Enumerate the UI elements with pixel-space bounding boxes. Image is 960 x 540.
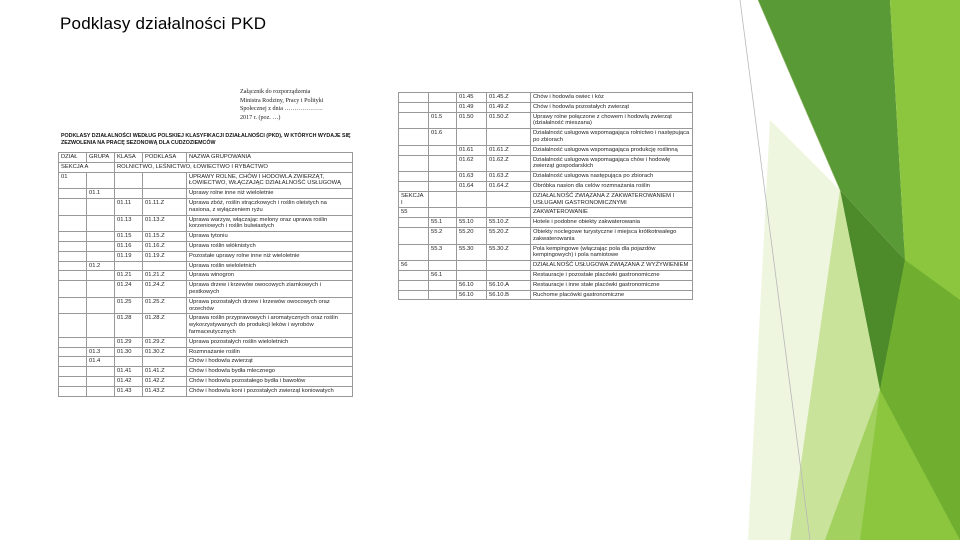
column-header: DZIAŁ	[59, 153, 87, 163]
cell-dzial: SEKCJA I	[399, 191, 429, 208]
table-row	[399, 227, 693, 244]
header-line: 2017 r. (poz. …)	[240, 114, 281, 121]
cell-dzial	[399, 112, 429, 129]
table-row	[399, 172, 693, 182]
cell-nazwa: Uprawa pozostałych drzew i krzewów owocowych oraz orzechów	[187, 297, 353, 314]
column-header: PODKLASA	[143, 153, 187, 163]
cell-dzial	[399, 270, 429, 280]
cell-dzial	[59, 241, 87, 251]
cell-grupa: 01.3	[87, 347, 115, 357]
cell-nazwa: Hotele i podobne obiekty zakwaterowania	[531, 218, 693, 228]
cell-podklasa: 01.49.Z	[487, 102, 531, 112]
cell-dzial	[59, 376, 87, 386]
cell-klasa: 55.30	[457, 244, 487, 261]
cell-grupa	[87, 376, 115, 386]
cell-nazwa: Uprawa roślin przyprawowych i aromatycznych oraz roślin wykorzystywanych do produkcji leków i wyrobów farmaceutycznych	[187, 314, 353, 337]
cell-podklasa: 01.15.Z	[143, 232, 187, 242]
table-row	[399, 270, 693, 280]
cell-podklasa: 55.10.Z	[487, 218, 531, 228]
cell-klasa: 01.29	[115, 337, 143, 347]
cell-klasa	[457, 261, 487, 271]
cell-grupa	[429, 145, 457, 155]
pkd-table-2	[398, 92, 693, 300]
table-row	[59, 232, 353, 242]
cell-klasa: 56.10	[457, 280, 487, 290]
cell-podklasa	[143, 172, 187, 189]
cell-grupa	[429, 208, 457, 218]
cell-klasa	[115, 172, 143, 189]
cell-grupa	[429, 191, 457, 208]
cell-grupa	[87, 281, 115, 298]
cell-grupa	[87, 232, 115, 242]
table-row	[59, 241, 353, 251]
cell-klasa: 01.16	[115, 241, 143, 251]
cell-nazwa: Chów i hodowla koni i pozostałych zwierząt koniowatych	[187, 386, 353, 396]
cell-dzial	[399, 244, 429, 261]
cell-grupa: 56.1	[429, 270, 457, 280]
cell-grupa	[429, 181, 457, 191]
table-row	[59, 261, 353, 271]
cell-podklasa: 01.41.Z	[143, 367, 187, 377]
cell-grupa	[429, 172, 457, 182]
cell-klasa: 01.21	[115, 271, 143, 281]
cell-grupa	[87, 172, 115, 189]
cell-nazwa: UPRAWY ROLNE, CHÓW I HODOWLA ZWIERZĄT, ŁOWIECTWO, WŁĄCZAJĄC DZIAŁALNOŚĆ USŁUGOWĄ	[187, 172, 353, 189]
cell-grupa	[429, 102, 457, 112]
table-row	[399, 208, 693, 218]
cell-podklasa: 01.42.Z	[143, 376, 187, 386]
cell-nazwa: Chów i hodowla zwierząt	[187, 357, 353, 367]
table-row	[399, 280, 693, 290]
cell-dzial	[59, 281, 87, 298]
cell-dzial	[59, 232, 87, 242]
cell-klasa	[457, 191, 487, 208]
cell-podklasa	[143, 357, 187, 367]
table-row	[59, 215, 353, 232]
cell-grupa	[87, 297, 115, 314]
column-header: NAZWA GRUPOWANIA	[187, 153, 353, 163]
cell-podklasa: 01.64.Z	[487, 181, 531, 191]
cell-klasa: 01.45	[457, 93, 487, 103]
cell-grupa	[429, 155, 457, 172]
table-row	[59, 386, 353, 396]
table-row	[399, 129, 693, 146]
cell-nazwa: DZIAŁALNOŚĆ USŁUGOWA ZWIĄZANA Z WYŻYWIENIEM	[531, 261, 693, 271]
cell-nazwa: Obróbka nasion dla celów rozmnażania roślin	[531, 181, 693, 191]
cell-nazwa: Działalność usługowa wspomagająca produkcję roślinną	[531, 145, 693, 155]
cell-dzial	[59, 357, 87, 367]
table-row	[399, 155, 693, 172]
cell-podklasa: 01.29.Z	[143, 337, 187, 347]
cell-klasa	[115, 189, 143, 199]
cell-podklasa: 01.30.Z	[143, 347, 187, 357]
cell-podklasa: 01.28.Z	[143, 314, 187, 337]
cell-grupa	[429, 290, 457, 300]
cell-dzial	[59, 261, 87, 271]
cell-podklasa: 55.30.Z	[487, 244, 531, 261]
cell-dzial	[399, 129, 429, 146]
cell-dzial	[399, 280, 429, 290]
table-row	[399, 112, 693, 129]
cell-nazwa: Uprawa warzyw, włączając melony oraz uprawa roślin korzeniowych i roślin bulwiastych	[187, 215, 353, 232]
cell-dzial	[59, 314, 87, 337]
cell-nazwa: Uprawy rolne połączone z chowem i hodowlą zwierząt (działalność mieszana)	[531, 112, 693, 129]
cell-grupa	[87, 271, 115, 281]
cell-klasa	[115, 261, 143, 271]
regulation-header	[240, 88, 323, 122]
cell-klasa	[115, 357, 143, 367]
cell-podklasa: 01.21.Z	[143, 271, 187, 281]
cell-nazwa: Uprawa winogron	[187, 271, 353, 281]
cell-podklasa: 01.61.Z	[487, 145, 531, 155]
section-name: ROLNICTWO, LEŚNICTWO, ŁOWIECTWO I RYBACTWO	[115, 162, 353, 172]
cell-dzial	[399, 145, 429, 155]
cell-podklasa: 01.19.Z	[143, 251, 187, 261]
table-row	[399, 93, 693, 103]
cell-podklasa: 01.16.Z	[143, 241, 187, 251]
cell-klasa: 01.63	[457, 172, 487, 182]
cell-grupa	[87, 215, 115, 232]
cell-nazwa: ZAKWATEROWANIE	[531, 208, 693, 218]
cell-klasa: 01.15	[115, 232, 143, 242]
cell-nazwa: Uprawa drzew i krzewów owocowych ziarnkowych i pestkowych	[187, 281, 353, 298]
cell-nazwa: Uprawa pozostałych roślin wieloletnich	[187, 337, 353, 347]
cell-grupa	[429, 261, 457, 271]
table-row	[59, 198, 353, 215]
cell-podklasa	[143, 261, 187, 271]
table-header-row	[59, 153, 353, 163]
cell-podklasa: 01.50.Z	[487, 112, 531, 129]
cell-grupa	[87, 241, 115, 251]
cell-grupa	[429, 280, 457, 290]
table-row	[59, 357, 353, 367]
cell-klasa: 01.41	[115, 367, 143, 377]
cell-podklasa	[143, 189, 187, 199]
table-row	[399, 191, 693, 208]
cell-podklasa: 01.45.Z	[487, 93, 531, 103]
table-row	[399, 102, 693, 112]
cell-klasa: 01.64	[457, 181, 487, 191]
cell-klasa	[457, 208, 487, 218]
cell-grupa: 01.2	[87, 261, 115, 271]
cell-podklasa	[487, 270, 531, 280]
cell-klasa: 01.19	[115, 251, 143, 261]
cell-dzial: 55	[399, 208, 429, 218]
cell-klasa: 01.50	[457, 112, 487, 129]
cell-nazwa: Pola kempingowe (włączając pola dla pojazdów kempingowych) i pola namiotowe	[531, 244, 693, 261]
cell-podklasa	[487, 129, 531, 146]
cell-nazwa: Działalność usługowa wspomagająca rolnictwo i następująca po zbiorach	[531, 129, 693, 146]
cell-nazwa: Restauracje i pozostałe placówki gastronomiczne	[531, 270, 693, 280]
cell-dzial	[59, 297, 87, 314]
cell-dzial: 01	[59, 172, 87, 189]
table-row	[399, 290, 693, 300]
table-row	[59, 337, 353, 347]
green-decoration	[730, 0, 960, 540]
cell-klasa: 01.62	[457, 155, 487, 172]
cell-klasa: 01.28	[115, 314, 143, 337]
cell-dzial	[59, 337, 87, 347]
table-row	[59, 189, 353, 199]
cell-klasa: 01.24	[115, 281, 143, 298]
header-line: Ministra Rodziny, Pracy i Polityki	[240, 97, 324, 104]
cell-dzial	[59, 215, 87, 232]
cell-grupa: 01.5	[429, 112, 457, 129]
cell-nazwa: Restauracje i inne stałe placówki gastronomiczne	[531, 280, 693, 290]
cell-grupa: 01.6	[429, 129, 457, 146]
cell-dzial	[399, 290, 429, 300]
table-row	[59, 251, 353, 261]
cell-nazwa: Chów i hodowla owiec i kóz	[531, 93, 693, 103]
cell-nazwa: Chów i hodowla pozostałego bydła i bawołów	[187, 376, 353, 386]
section-row	[59, 162, 353, 172]
cell-podklasa: 55.20.Z	[487, 227, 531, 244]
table-row	[59, 271, 353, 281]
column-header: GRUPA	[87, 153, 115, 163]
table-row	[59, 172, 353, 189]
table-row	[399, 261, 693, 271]
cell-dzial	[59, 347, 87, 357]
header-line: Społecznej z dnia ……………….	[240, 106, 323, 112]
cell-nazwa: Obiekty noclegowe turystyczne i miejsca krótkotrwałego zakwaterowania	[531, 227, 693, 244]
pkd-table-1	[58, 152, 353, 397]
cell-dzial	[399, 181, 429, 191]
cell-dzial	[59, 386, 87, 396]
cell-nazwa: Uprawa zbóż, roślin strączkowych i roślin oleistych na nasiona, z wyłączeniem ryżu	[187, 198, 353, 215]
cell-dzial	[399, 227, 429, 244]
cell-nazwa: Rozmnażanie roślin	[187, 347, 353, 357]
cell-dzial	[399, 93, 429, 103]
cell-nazwa: Działalność usługowa następująca po zbiorach	[531, 172, 693, 182]
table-row	[399, 218, 693, 228]
cell-nazwa: Działalność usługowa wspomagająca chów i hodowlę zwierząt gospodarskich	[531, 155, 693, 172]
cell-podklasa: 56.10.A	[487, 280, 531, 290]
cell-grupa: 01.4	[87, 357, 115, 367]
cell-grupa	[87, 337, 115, 347]
cell-nazwa: Chów i hodowla pozostałych zwierząt	[531, 102, 693, 112]
cell-podklasa	[487, 208, 531, 218]
table-row	[59, 314, 353, 337]
cell-dzial	[59, 198, 87, 215]
cell-grupa	[87, 386, 115, 396]
table-row	[399, 145, 693, 155]
cell-klasa: 01.11	[115, 198, 143, 215]
cell-dzial: 56	[399, 261, 429, 271]
cell-grupa	[87, 198, 115, 215]
cell-grupa	[87, 314, 115, 337]
cell-nazwa: Ruchome placówki gastronomiczne	[531, 290, 693, 300]
page-title: Podklasy działalności PKD	[60, 14, 267, 33]
cell-podklasa: 01.63.Z	[487, 172, 531, 182]
cell-grupa: 55.3	[429, 244, 457, 261]
cell-dzial	[399, 102, 429, 112]
table-row	[59, 297, 353, 314]
cell-grupa	[429, 93, 457, 103]
cell-klasa: 01.42	[115, 376, 143, 386]
document-section-title: PODKLASY DZIAŁALNOŚCI WEDŁUG POLSKIEJ KLASYFIKACJI DZIAŁALNOŚCI (PKD), W KTÓRYCH WYDAJE SIĘ ZEZWOLENIA NA PRACĘ SEZONOWĄ DLA CUDZOZIEMCÓW	[61, 133, 351, 146]
table-row	[59, 347, 353, 357]
header-line: Załącznik do rozporządzenia	[240, 89, 311, 95]
cell-dzial	[59, 189, 87, 199]
cell-podklasa: 01.25.Z	[143, 297, 187, 314]
cell-podklasa: 56.10.B	[487, 290, 531, 300]
cell-podklasa: 01.11.Z	[143, 198, 187, 215]
cell-podklasa	[487, 261, 531, 271]
cell-grupa	[87, 251, 115, 261]
cell-dzial	[59, 367, 87, 377]
cell-grupa	[87, 367, 115, 377]
cell-podklasa: 01.43.Z	[143, 386, 187, 396]
cell-nazwa: Uprawa roślin wieloletnich	[187, 261, 353, 271]
cell-dzial	[59, 251, 87, 261]
cell-klasa: 56.10	[457, 290, 487, 300]
cell-klasa: 01.25	[115, 297, 143, 314]
cell-klasa: 01.13	[115, 215, 143, 232]
cell-klasa	[457, 129, 487, 146]
cell-nazwa: DZIAŁALNOŚĆ ZWIĄZANA Z ZAKWATEROWANIEM I USŁUGAMI GASTRONOMICZNYMI	[531, 191, 693, 208]
cell-klasa: 55.10	[457, 218, 487, 228]
table-row	[59, 376, 353, 386]
cell-grupa: 55.2	[429, 227, 457, 244]
cell-dzial	[399, 155, 429, 172]
table-row	[399, 244, 693, 261]
cell-podklasa: 01.13.Z	[143, 215, 187, 232]
cell-dzial	[59, 271, 87, 281]
cell-podklasa: 01.24.Z	[143, 281, 187, 298]
cell-nazwa: Pozostałe uprawy rolne inne niż wieloletnie	[187, 251, 353, 261]
cell-podklasa: 01.62.Z	[487, 155, 531, 172]
table-row	[399, 181, 693, 191]
document-page-1	[58, 88, 354, 520]
column-header: KLASA	[115, 153, 143, 163]
section-code: SEKCJA A	[59, 162, 115, 172]
cell-klasa: 55.20	[457, 227, 487, 244]
cell-nazwa: Uprawa roślin włóknistych	[187, 241, 353, 251]
cell-grupa: 01.1	[87, 189, 115, 199]
cell-nazwa: Chów i hodowla bydła mlecznego	[187, 367, 353, 377]
cell-nazwa: Uprawa tytoniu	[187, 232, 353, 242]
cell-klasa: 01.49	[457, 102, 487, 112]
cell-klasa	[457, 270, 487, 280]
cell-klasa: 01.43	[115, 386, 143, 396]
table-row	[59, 281, 353, 298]
cell-grupa: 55.1	[429, 218, 457, 228]
cell-podklasa	[487, 191, 531, 208]
cell-nazwa: Uprawy rolne inne niż wieloletnie	[187, 189, 353, 199]
cell-dzial	[399, 218, 429, 228]
table-row	[59, 367, 353, 377]
cell-klasa: 01.30	[115, 347, 143, 357]
document-page-2	[398, 92, 694, 398]
cell-klasa: 01.61	[457, 145, 487, 155]
cell-dzial	[399, 172, 429, 182]
